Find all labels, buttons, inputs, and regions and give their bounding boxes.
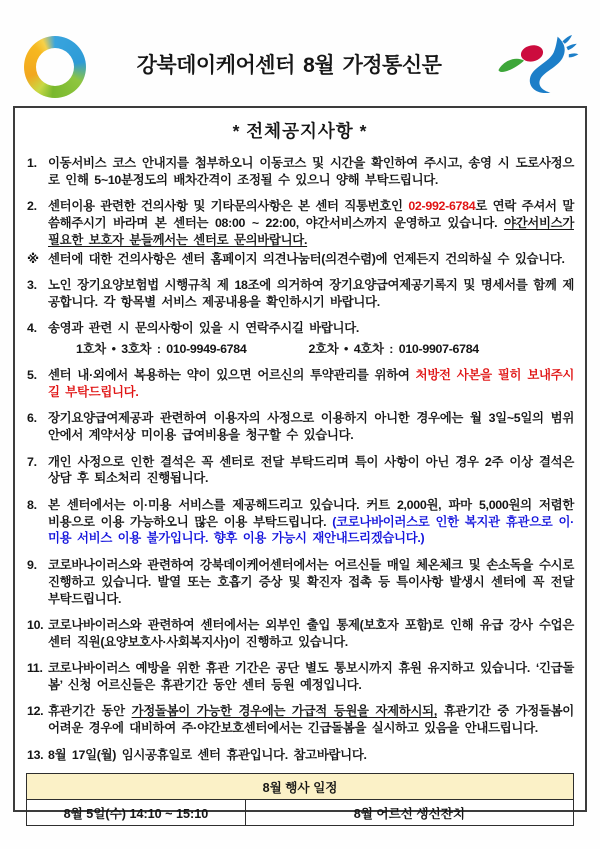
item-number: 9. xyxy=(27,557,37,572)
item-text: 코로바나이러스와 관련하여 강북데이케어센터에서는 어르신들 매일 체온체크 및 손소독을 수시로 진행하고 있습니다. 발열 또는 호흡기 증상 및 확진자 접촉 등 특이사항 발생시 센터에 꼭 전달 부탁드립니다. xyxy=(48,557,574,606)
item-text: 개인 사정으로 인한 결석은 꼭 센터로 전달 부탁드리며 특이 사항이 아닌 경우 2주 이상 결석은 상담 후 퇴소처리 진행됩니다. xyxy=(48,454,574,486)
item-number: 7. xyxy=(27,454,37,469)
notice-item-5 xyxy=(26,367,574,401)
daycare-ring-logo-icon xyxy=(24,36,86,98)
item-number: 3. xyxy=(27,278,37,293)
item-number: 5. xyxy=(27,368,37,383)
seoul-metropolitan-logo-icon xyxy=(492,35,580,99)
schedule-row xyxy=(27,799,574,825)
page-title: 강북데이케어센터 8월 가정통신문 xyxy=(136,54,442,77)
item-text: 휴관기간 동안 xyxy=(48,704,132,719)
notice-item-9 xyxy=(26,557,574,608)
schedule-header-row xyxy=(27,773,574,799)
item-number: 2. xyxy=(27,199,37,214)
phone-number: 02-992-6784 xyxy=(408,199,476,214)
item-text: 로 연락 주셔서 말씀해주시기 바라며 본 센터는 08:00 ~ 22:00, 야간서비스까지 운영하고 있습니다. xyxy=(48,199,574,231)
notice-item-2 xyxy=(26,198,574,249)
item-text: 이동서비스 코스 안내지를 첨부하오니 이동코스 및 시간을 확인하여 주시고, 송영 시 도로사정으로 인해 5~10분정도의 배차간격이 조정될 수 있으니 양해 부탁드립니다. xyxy=(48,156,574,187)
notice-item-note xyxy=(26,251,574,268)
notice-box xyxy=(13,106,587,821)
event-name: 8월 어르신 생신잔치 xyxy=(245,799,573,825)
item-text: 8월 17일(월) 임시공휴일로 센터 휴관입니다. 참고바랍니다. xyxy=(48,747,367,762)
notice-item-8 xyxy=(26,497,574,548)
notice-item-3 xyxy=(26,277,574,311)
notice-item-4 xyxy=(26,320,574,337)
notice-title: * 전체공지사항 * xyxy=(232,121,368,141)
item-number: 11. xyxy=(27,661,43,676)
item-number: 4. xyxy=(27,321,37,336)
item-text: 코로나바이러스와 관련하여 센터에서는 외부인 출입 통제(보호자 포함)로 인해 유급 강사 수업은 센터 직원(요양보호사·사회복지사)이 진행하고 있습니다. xyxy=(48,617,574,649)
bus-1-3-phone: 1호차 • 3호차 : 010-9949-6784 xyxy=(76,341,247,356)
schedule-title: 8월 행사 일정 xyxy=(27,773,574,799)
event-datetime: 8월 5일(수) 14:10 ~ 15:10 xyxy=(27,799,246,825)
item-text: 노인 장기요양보험법 시행규칙 제 18조에 의거하여 장기요양급여제공기록지 및 명세서를 함께 제공합니다. 각 항목별 서비스 제공내용을 확인하시기 바랍니다. xyxy=(48,278,574,310)
reference-mark: ※ xyxy=(27,251,39,266)
notice-item-7 xyxy=(26,454,574,488)
notice-item-1 xyxy=(26,155,574,189)
newsletter-header xyxy=(0,0,600,104)
item-number: 10. xyxy=(27,617,44,632)
red-emphasis-text: 처방전 사본을 필히 보내주시길 부탁드립니다. xyxy=(48,368,574,399)
daycare-ring-logo-center xyxy=(36,48,74,86)
item-text: 센터 내·외에서 복용하는 약이 있으면 어르신의 투약관리를 위하여 xyxy=(48,368,416,383)
bus-2-4-phone: 2호차 • 4호차 : 010-9907-6784 xyxy=(308,341,479,356)
notice-item-12 xyxy=(26,703,574,737)
item-text: 휴관기간 중 가정돌봄이 어려운 경우에 대비하여 주·야간보호센터에서는 긴급돌봄을 실시하고 있음을 안내드립니다. xyxy=(48,704,574,736)
notice-item-4-phones xyxy=(26,341,574,358)
item-text: 송영과 관련 시 문의사항이 있을 시 연락주시길 바랍니다. xyxy=(48,321,360,336)
item-text: 센터에 대한 건의사항은 센터 홈페이지 의견나눔터(의견수렴)에 언제든지 건의하실 수 있습니다. xyxy=(48,251,565,266)
underlined-text: 가정돌봄이 가능한 경우에는 가급적 등원을 자제하시되, xyxy=(131,704,437,719)
item-text: 장기요양급여제공과 관련하여 이용자의 사정으로 이용하지 아니한 경우에는 월 3일~5일의 범위 안에서 계약서상 미이용 급여비용을 청구할 수 있습니다. xyxy=(48,411,574,443)
item-text: 센터이용 관련한 건의사항 및 기타문의사항은 본 센터 직통번호인 xyxy=(48,199,409,214)
notice-item-11 xyxy=(26,660,574,694)
underlined-text: 야간서비스가 필요한 보호자 분들께서는 센터로 문의바랍니다. xyxy=(48,216,574,247)
blue-emphasis-text: (코로나바이러스로 인한 복지관 휴관으로 이·미용 서비스 이용 불가입니다. 향후 이용 가능시 재안내드리겠습니다.) xyxy=(48,514,574,546)
item-number: 13. xyxy=(27,747,44,762)
item-text: 본 센터에서는 이·미용 서비스를 제공해드리고 있습니다. 커트 2,000원, 파마 5,000원의 저렴한 비용으로 이용 가능하오니 많은 이용 부탁드립니다. xyxy=(48,497,574,529)
item-number: 8. xyxy=(27,497,37,512)
notice-item-13 xyxy=(26,747,574,764)
notice-item-6 xyxy=(26,410,574,444)
item-number: 1. xyxy=(27,156,37,170)
item-number: 12. xyxy=(27,704,44,719)
notice-item-10 xyxy=(26,617,574,651)
item-number: 6. xyxy=(27,411,37,426)
event-schedule-table xyxy=(26,773,574,826)
item-text: 코로나바이러스 예방을 위한 휴관 기간은 공단 별도 통보시까지 휴원 유지하고 있습니다. ‘긴급돌봄’ 신청 어르신들은 휴관기간 동안 센터 등원 예정입니다. xyxy=(48,661,574,692)
